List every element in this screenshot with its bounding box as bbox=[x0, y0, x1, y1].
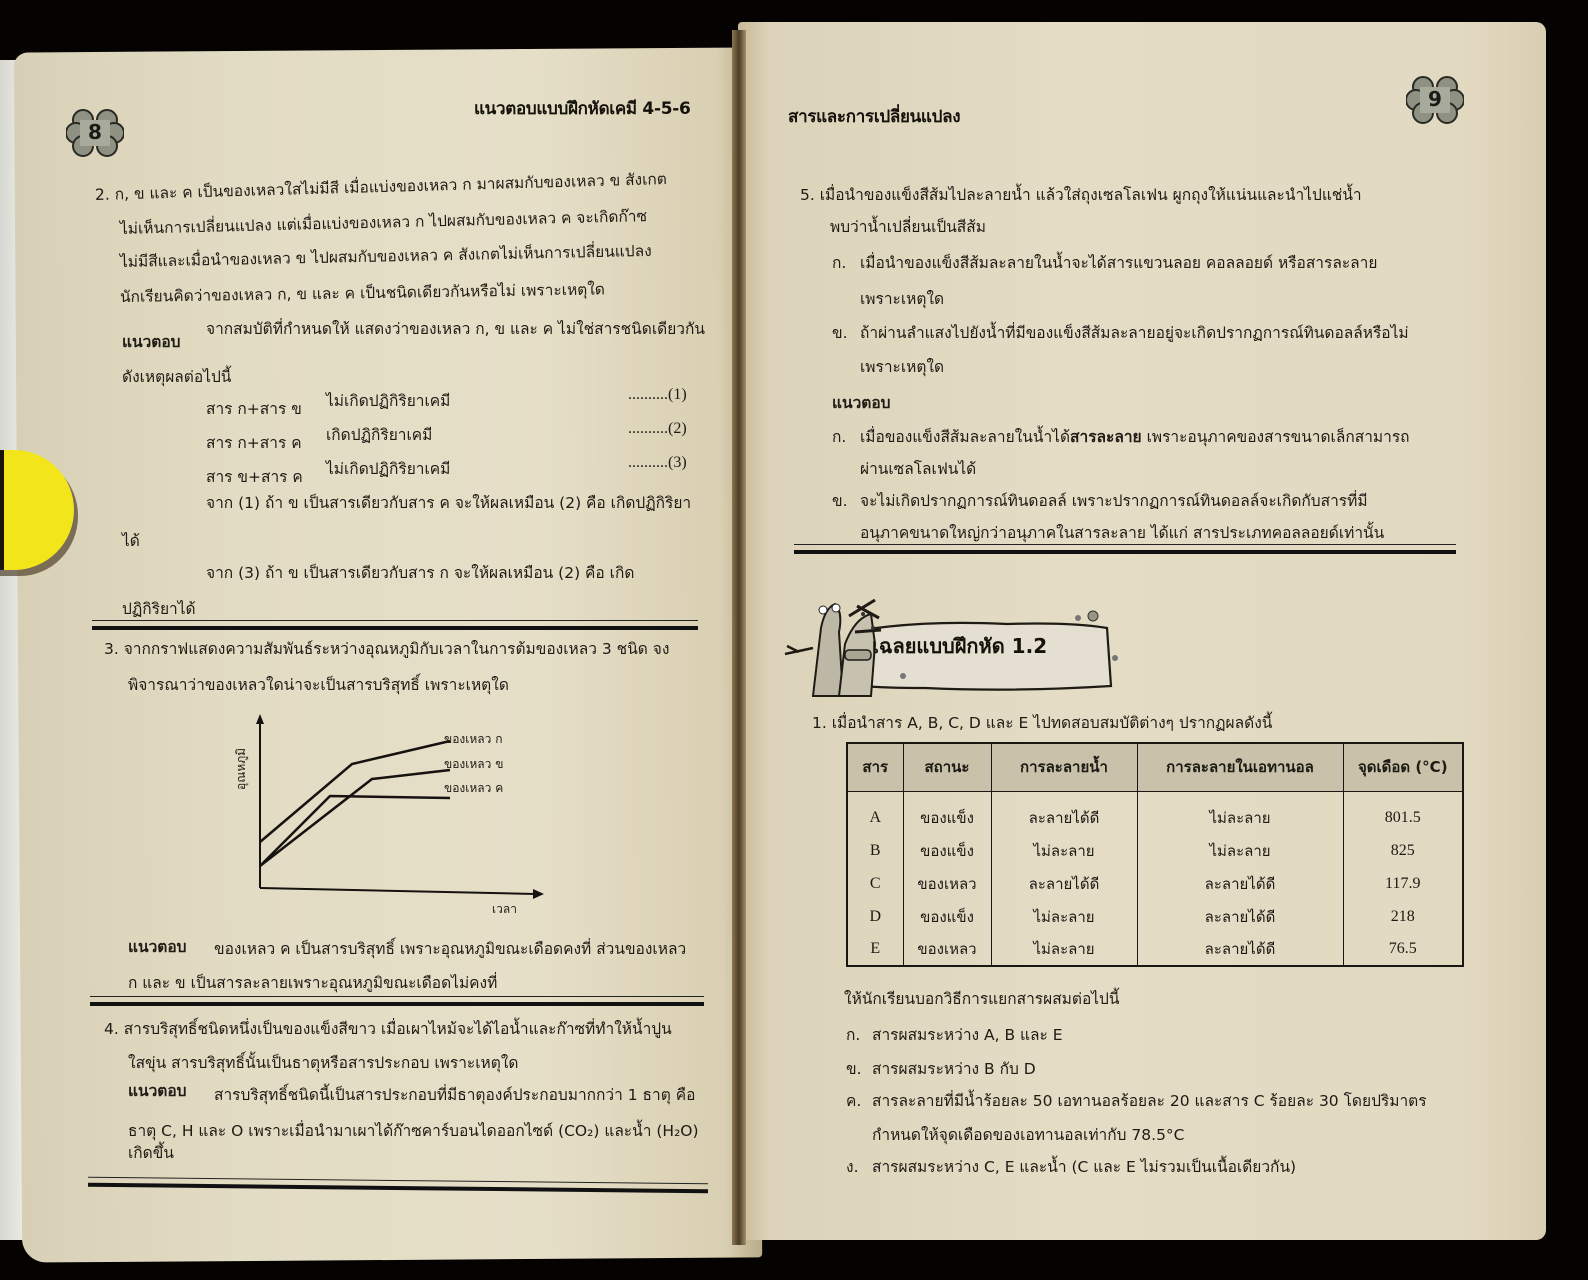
left-page-header: แนวตอบแบบฝึกหัดเคมี 4-5-6 bbox=[474, 99, 691, 119]
cell-substance: D bbox=[847, 900, 903, 933]
q5-sub-ka-line-2: เพราะเหตุใด bbox=[860, 290, 945, 308]
q5-answer-ka-line-1 bbox=[860, 420, 1410, 454]
cell-state: ของแข็ง bbox=[903, 900, 991, 933]
q5-answer-kho-line-1: จะไม่เกิดปรากฏการณ์ทินดอลล์ เพราะปรากฏการณ์ทินดอลล์จะเกิดกับสารที่มี bbox=[860, 492, 1368, 510]
cell-boiling-point: 117.9 bbox=[1343, 867, 1463, 900]
q2-reasoning-1: จาก (1) ถ้า ข เป็นสารเดียวกับสาร ค จะให้ผลเหมือน (2) คือ เกิดปฏิกิริยา bbox=[206, 494, 692, 512]
yellow-bookmark-clip-icon bbox=[0, 448, 80, 584]
q2-answer-label: แนวตอบ bbox=[122, 333, 181, 351]
q5-answer-kho-label: ข. bbox=[832, 492, 848, 510]
col-header-ethanol-solubility: การละลายในเอทานอล bbox=[1137, 743, 1343, 791]
cell-ethanol-solubility: ละลายได้ดี bbox=[1137, 900, 1343, 933]
reaction-result-2: เกิดปฏิกิริยาเคมี bbox=[326, 426, 433, 444]
q3-line-1: 3. จากกราฟแสดงความสัมพันธ์ระหว่างอุณหภูมิกับเวลาในการต้มของเหลว 3 ชนิด จง bbox=[104, 640, 670, 658]
q5-line-1: 5. เมื่อนำของแข็งสีส้มไปละลายน้ำ แล้วใส่ถุงเซลโลเฟน ผูกถุงให้แน่นและนำไปแช่น้ำ bbox=[800, 186, 1362, 204]
x-axis bbox=[260, 888, 535, 894]
q2-reasoning-3: จาก (3) ถ้า ข เป็นสารเดียวกับสาร ก จะให้ผลเหมือน (2) คือ เกิด bbox=[206, 564, 635, 582]
cell-state: ของเหลว bbox=[903, 933, 991, 966]
col-header-water-solubility: การละลายน้ำ bbox=[991, 743, 1137, 791]
y-axis-label: อุณหภูมิ bbox=[234, 747, 248, 790]
cell-substance: E bbox=[847, 933, 903, 966]
answer-emphasis: สารละลาย bbox=[1070, 428, 1142, 446]
ex1-item-ngo-text: สารผสมระหว่าง C, E และน้ำ (C และ E ไม่รวมเป็นเนื้อเดียวกัน) bbox=[872, 1158, 1297, 1176]
q4-answer-line-1: สารบริสุทธิ์ชนิดนี้เป็นสารประกอบที่มีธาตุองค์ประกอบมากกว่า 1 ธาตุ คือ bbox=[214, 1086, 696, 1104]
right-page-header: สารและการเปลี่ยนแปลง bbox=[788, 107, 961, 127]
ex1-item-kho-text: สารผสมระหว่าง B กับ D bbox=[872, 1060, 1036, 1078]
q2-line-3: ไม่มีสีและเมื่อนำของเหลว ข ไปผสมกับของเหลว ค สังเกตไม่เห็นการเปลี่ยนแปลง bbox=[119, 241, 652, 271]
legend-liquid-kho-khwai: ของเหลว ค bbox=[444, 781, 504, 795]
page-number-badge-right bbox=[1406, 75, 1464, 125]
reaction-pair-3: สาร ข+สาร ค bbox=[206, 468, 303, 486]
cell-boiling-point: 218 bbox=[1343, 900, 1463, 933]
q3-answer-line-1: ของเหลว ค เป็นสารบริสุทธิ์ เพราะอุณหภูมิขณะเดือดคงที่ ส่วนของเหลว bbox=[214, 940, 687, 958]
q4-answer-label: แนวตอบ bbox=[128, 1082, 187, 1100]
cell-water-solubility: ไม่ละลาย bbox=[991, 900, 1137, 933]
cell-boiling-point: 76.5 bbox=[1343, 933, 1463, 966]
q2-line-2: ไม่เห็นการเปลี่ยนแปลง แต่เมื่อแบ่งของเหลว ก ไปผสมกับของเหลว ค จะเกิดก๊าซ bbox=[119, 207, 648, 238]
table-header-row bbox=[847, 743, 1463, 791]
section-banner-title: เฉลยแบบฝึกหัด 1.2 bbox=[872, 634, 1048, 658]
cell-state: ของแข็ง bbox=[903, 791, 991, 834]
legend-liquid-kho: ของเหลว ข bbox=[444, 757, 504, 771]
divider-thin bbox=[90, 996, 704, 997]
q5-answer-label: แนวตอบ bbox=[832, 394, 891, 412]
reaction-result-3: ไม่เกิดปฏิกิริยาเคมี bbox=[326, 460, 451, 478]
cell-state: ของเหลว bbox=[903, 867, 991, 900]
col-header-boiling-point: จุดเดือด (°C) bbox=[1343, 743, 1463, 791]
q2-answer-intro: จากสมบัติที่กำหนดให้ แสดงว่าของเหลว ก, ข และ ค ไม่ใช่สารชนิดเดียวกัน bbox=[206, 320, 705, 338]
cell-boiling-point: 801.5 bbox=[1343, 791, 1463, 834]
q2-reasoning-2: ได้ bbox=[122, 532, 140, 550]
q4-line-2: ใสขุ่น สารบริสุทธิ์นั้นเป็นธาตุหรือสารประกอบ เพราะเหตุใด bbox=[128, 1054, 519, 1072]
table-row bbox=[847, 933, 1463, 966]
ex1-item-kho-khwai-label: ค. bbox=[846, 1092, 862, 1110]
q5-answer-ka-label: ก. bbox=[832, 428, 847, 446]
cell-water-solubility: ละลายได้ดี bbox=[991, 867, 1137, 900]
table-row bbox=[847, 791, 1463, 834]
table-row bbox=[847, 867, 1463, 900]
cell-water-solubility: ไม่ละลาย bbox=[991, 834, 1137, 867]
q4-line-1: 4. สารบริสุทธิ์ชนิดหนึ่งเป็นของแข็งสีขาว เมื่อเผาไหม้จะได้ไอน้ำและก๊าซที่ทำให้น้ำปูน bbox=[104, 1020, 672, 1038]
q2-answer-intro-cont: ดังเหตุผลต่อไปนี้ bbox=[122, 368, 232, 386]
ex1-item-kho-khwai-cont: กำหนดให้จุดเดือดของเอทานอลเท่ากับ 78.5°C bbox=[872, 1126, 1185, 1144]
substance-properties-table bbox=[846, 742, 1464, 967]
cell-water-solubility: ละลายได้ดี bbox=[991, 791, 1137, 834]
cell-substance: C bbox=[847, 867, 903, 900]
ex1-instruction: ให้นักเรียนบอกวิธีการแยกสารผสมต่อไปนี้ bbox=[844, 990, 1120, 1008]
ex1-intro: 1. เมื่อนำสาร A, B, C, D และ E ไปทดสอบสมบัติต่างๆ ปรากฏผลดังนี้ bbox=[812, 714, 1273, 732]
reaction-pair-1: สาร ก+สาร ข bbox=[206, 400, 302, 418]
ex1-item-kho-khwai-text: สารละลายที่มีน้ำร้อยละ 50 เอทานอลร้อยละ 20 และสาร C ร้อยละ 30 โดยปริมาตร bbox=[872, 1092, 1427, 1110]
q3-answer-label: แนวตอบ bbox=[128, 938, 187, 956]
table-row bbox=[847, 834, 1463, 867]
reaction-ref-3: ..........(3) bbox=[628, 454, 687, 471]
x-axis-label: เวลา bbox=[492, 902, 517, 916]
ex1-item-ka-text: สารผสมระหว่าง A, B และ E bbox=[872, 1026, 1063, 1044]
divider-thick bbox=[92, 626, 698, 630]
y-axis-arrow-icon bbox=[256, 714, 264, 724]
divider-thin bbox=[794, 544, 1456, 545]
ex1-item-ngo-label: ง. bbox=[846, 1158, 859, 1176]
q3-line-2: พิจารณาว่าของเหลวใดน่าจะเป็นสารบริสุทธิ์ เพราะเหตุใด bbox=[128, 676, 509, 694]
divider-thick bbox=[90, 1002, 704, 1006]
q3-answer-line-2: ก และ ข เป็นสารละลายเพราะอุณหภูมิขณะเดือดไม่คงที่ bbox=[128, 974, 498, 992]
reaction-pair-2: สาร ก+สาร ค bbox=[206, 434, 302, 452]
q5-sub-kho-line-2: เพราะเหตุใด bbox=[860, 358, 945, 376]
cell-ethanol-solubility: ละลายได้ดี bbox=[1137, 867, 1343, 900]
cell-substance: A bbox=[847, 791, 903, 834]
reaction-result-1: ไม่เกิดปฏิกิริยาเคมี bbox=[326, 392, 451, 410]
page-number: 8 bbox=[88, 120, 102, 144]
q4-answer-line-3: เกิดขึ้น bbox=[128, 1144, 174, 1162]
series-liquid-kho-khwai bbox=[260, 796, 450, 866]
q5-line-2: พบว่าน้ำเปลี่ยนเป็นสีส้ม bbox=[830, 218, 986, 236]
col-header-state: สถานะ bbox=[903, 743, 991, 791]
x-axis-arrow-icon bbox=[533, 889, 544, 899]
q5-sub-ka-line-1: เมื่อนำของแข็งสีส้มละลายในน้ำจะได้สารแขวนลอย คอลลอยด์ หรือสารละลาย bbox=[860, 254, 1378, 272]
page-number-badge-left bbox=[66, 108, 124, 158]
cell-ethanol-solubility: ไม่ละลาย bbox=[1137, 791, 1343, 834]
q5-sub-kho-label: ข. bbox=[832, 324, 848, 342]
q2-line-4: นักเรียนคิดว่าของเหลว ก, ข และ ค เป็นชนิดเดียวกันหรือไม่ เพราะเหตุใด bbox=[119, 280, 606, 306]
cell-water-solubility: ไม่ละลาย bbox=[991, 933, 1137, 966]
q2-reasoning-4: ปฏิกิริยาได้ bbox=[122, 600, 196, 618]
reaction-ref-1: ..........(1) bbox=[628, 386, 687, 403]
divider-thick bbox=[794, 550, 1456, 554]
table-row bbox=[847, 900, 1463, 933]
cartoon-tree-characters-icon bbox=[785, 600, 881, 696]
answer-text: เพราะอนุภาคของสารขนาดเล็กสามารถ bbox=[1141, 428, 1410, 446]
q5-sub-kho-line-1: ถ้าผ่านลำแสงไปยังน้ำที่มีของแข็งสีส้มละลายอยู่จะเกิดปรากฏการณ์ทินดอลล์หรือไม่ bbox=[860, 324, 1409, 342]
ex1-item-ka-label: ก. bbox=[846, 1026, 861, 1044]
page-number: 9 bbox=[1428, 87, 1442, 111]
cell-ethanol-solubility: ละลายได้ดี bbox=[1137, 933, 1343, 966]
book-gutter bbox=[732, 30, 746, 1245]
answer-text: เมื่อของแข็งสีส้มละลายในน้ำได้ bbox=[860, 428, 1071, 446]
temperature-time-chart bbox=[230, 708, 560, 928]
cell-ethanol-solubility: ไม่ละลาย bbox=[1137, 834, 1343, 867]
col-header-substance: สาร bbox=[847, 743, 903, 791]
ex1-item-kho-label: ข. bbox=[846, 1060, 862, 1078]
cell-boiling-point: 825 bbox=[1343, 834, 1463, 867]
divider-thin bbox=[92, 620, 698, 621]
q5-answer-kho-line-2: อนุภาคขนาดใหญ่กว่าอนุภาคในสารละลาย ได้แก่ สารประเภทคอลลอยด์เท่านั้น bbox=[860, 524, 1385, 542]
q5-answer-ka-line-2: ผ่านเซลโลเฟนได้ bbox=[860, 460, 977, 478]
reaction-ref-2: ..........(2) bbox=[628, 420, 687, 437]
q4-answer-line-2: ธาตุ C, H และ O เพราะเมื่อนำมาเผาได้ก๊าซคาร์บอนไดออกไซด์ (CO₂) และน้ำ (H₂O) bbox=[128, 1122, 699, 1140]
legend-liquid-ko: ของเหลว ก bbox=[444, 732, 503, 746]
cell-substance: B bbox=[847, 834, 903, 867]
q2-line-1: 2. ก, ข และ ค เป็นของเหลวใสไม่มีสี เมื่อแบ่งของเหลว ก มาผสมกับของเหลว ข สังเกต bbox=[94, 170, 668, 204]
cell-state: ของแข็ง bbox=[903, 834, 991, 867]
q5-sub-ka-label: ก. bbox=[832, 254, 847, 272]
